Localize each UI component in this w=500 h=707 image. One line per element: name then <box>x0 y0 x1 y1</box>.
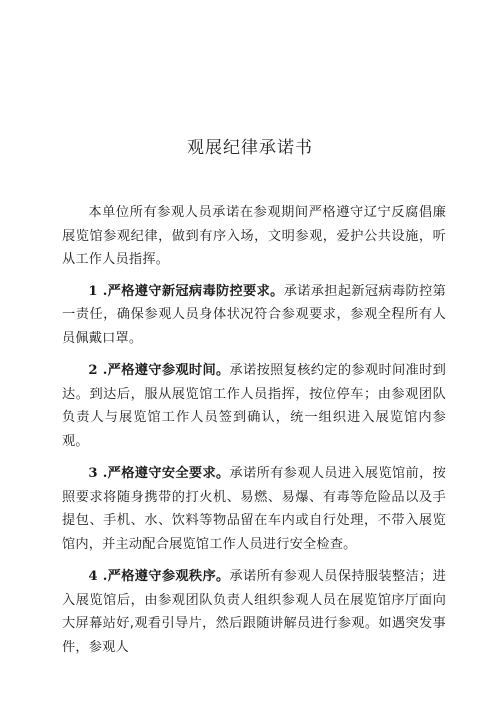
item-paragraph-3 <box>62 462 446 556</box>
item-number: 3 . <box>88 466 108 481</box>
item-text: 承诺按照复核约定的参观时间准时到达。到达后，服从展览馆工作人员指挥，按位停车；由参观团队负责人与展览馆工作人员签到确认，统一组织进入展览馆内参观。 <box>62 363 447 449</box>
item-heading: 严格遵守安全要求。 <box>107 466 230 481</box>
item-text: 承诺所有参观人员进入展览馆前，按照要求将随身携带的打火机、易燃、易爆、有毒等危险品以及手提包、手机、水、饮料等物品留在车内或自行处理，不带入展览馆内，并主动配合展览馆工作人员进行安全检查。 <box>62 466 447 552</box>
item-paragraph-4 <box>62 565 446 659</box>
item-number: 2 . <box>88 363 108 378</box>
item-paragraph-1 <box>62 280 446 351</box>
item-heading: 严格遵守新冠病毒防控要求。 <box>107 283 284 299</box>
item-number: 1 . <box>88 283 108 299</box>
intro-paragraph: 本单位所有参观人员承诺在参观期间严格遵守辽宁反腐倡廉展览馆参观纪律，做到有序入场，文明参观，爱护公共设施，听从工作人员指挥。 <box>62 205 446 267</box>
item-heading: 严格遵守参观时间。 <box>107 363 230 378</box>
document-body <box>62 201 446 668</box>
item-heading: 严格遵守参观秩序。 <box>107 569 230 584</box>
item-text: 承诺所有参观人员保持服装整洁；进入展览馆后，由参观团队负责人组织参观人员在展览馆序厅面向大屏幕站好,观看引导片，然后跟随讲解员进行参观。如遇突发事件，参观人 <box>62 569 447 655</box>
item-paragraph-2 <box>62 359 446 453</box>
item-text: 承诺承担起新冠病毒防控第一责任，确保参观人员身体状况符合参观要求，参观全程所有人员佩戴口罩。 <box>62 283 447 346</box>
item-number: 4 . <box>88 569 108 584</box>
document-title: 观展纪律承诺书 <box>187 138 313 158</box>
